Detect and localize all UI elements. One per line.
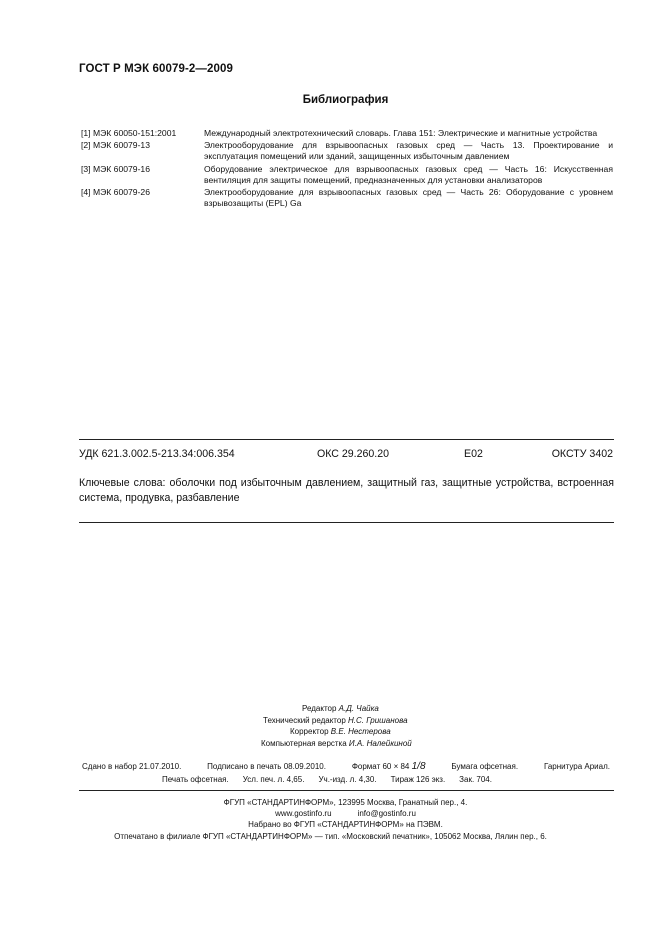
bibliography-text: Электрооборудование для взрывоопасных газовых сред — Часть 13. Проектирование и эксплуатация помещений или зданий, защищенных избыточным давлением bbox=[204, 140, 613, 162]
bibliography-ref: [4] МЭК 60079-26 bbox=[81, 187, 150, 198]
publisher-address: ФГУП «СТАНДАРТИНФОРМ», 123995 Москва, Гранатный пер., 4. bbox=[223, 798, 468, 807]
group-code: Е02 bbox=[464, 448, 483, 460]
bibliography-ref: [3] МЭК 60079-16 bbox=[81, 163, 150, 174]
bibliography-ref: [1] МЭК 60050-151:2001 bbox=[81, 128, 177, 138]
publication-row bbox=[82, 773, 610, 786]
bibliography-list bbox=[81, 128, 613, 210]
divider-top bbox=[79, 439, 614, 440]
format-fraction: 1/8 bbox=[411, 761, 426, 772]
credit-role: Компьютерная верстка bbox=[261, 738, 347, 748]
credits-block bbox=[0, 703, 661, 749]
credit-editor bbox=[302, 703, 661, 715]
website-link[interactable]: www.gostinfo.ru bbox=[275, 809, 332, 819]
credit-role: Редактор bbox=[302, 704, 337, 713]
typeface: Гарнитура Ариал. bbox=[543, 762, 610, 771]
credit-name: И.А. Налейкиной bbox=[348, 738, 412, 748]
bibliography-ref: [2] МЭК 60079-13 bbox=[81, 140, 150, 151]
credit-tech-editor bbox=[263, 715, 661, 727]
divider-middle bbox=[79, 522, 614, 523]
printed-note: Отпечатано в филиале ФГУП «СТАНДАРТИНФОРМ» — тип. «Московский печатник», 105062 Москва, Лялин пер., 6. bbox=[114, 831, 547, 841]
publication-info bbox=[82, 760, 610, 786]
classification-row bbox=[79, 448, 613, 462]
order-number: Зак. 704. bbox=[459, 775, 492, 784]
credit-role: Корректор bbox=[290, 727, 329, 736]
credit-name: А.Д. Чайка bbox=[338, 704, 379, 713]
typeset-note: Набрано во ФГУП «СТАНДАРТИНФОРМ» на ПЭВМ. bbox=[248, 820, 443, 830]
bibliography-text: Электрооборудование для взрывоопасных газовых сред — Часть 26: Оборудование с уровнем взрывозащиты (EPL) Ga bbox=[204, 187, 613, 209]
keywords: Ключевые слова: оболочки под избыточным давлением, защитный газ, защитные устройства, встроенная система, продувка, разбавление bbox=[79, 477, 614, 504]
contacts bbox=[30, 808, 661, 819]
typeset-date: Сдано в набор 21.07.2010. bbox=[82, 762, 182, 771]
okstu-code: ОКСТУ 3402 bbox=[551, 448, 613, 460]
print-type: Печать офсетная. bbox=[162, 775, 229, 784]
pub-sheets: Уч.-изд. л. 4,30. bbox=[318, 775, 377, 784]
standard-header: ГОСТ Р МЭК 60079-2—2009 bbox=[79, 63, 233, 75]
print-run: Тираж 126 экз. bbox=[390, 775, 446, 784]
bibliography-text: Оборудование электрическое для взрывоопасных газовых сред — Часть 16: Искусственная вентиляция для защиты помещений, предназначенных для установки анализаторов bbox=[204, 163, 613, 185]
bibliography-text: Международный электротехнический словарь. Глава 151: Электрические и магнитные устройства bbox=[204, 128, 598, 138]
bibliography-item bbox=[81, 187, 613, 209]
credit-role: Технический редактор bbox=[263, 715, 346, 725]
format: Формат 60 × 84 1/8 bbox=[351, 761, 426, 772]
credit-name: Н.С. Гришанова bbox=[348, 715, 408, 725]
bibliography-item bbox=[81, 128, 613, 139]
bibliography-title: Библиография bbox=[302, 94, 389, 106]
email-link[interactable]: info@gostinfo.ru bbox=[357, 809, 416, 819]
imprint-block bbox=[0, 797, 661, 842]
udk-code: УДК 621.3.002.5-213.34:006.354 bbox=[79, 448, 235, 460]
signed-date: Подписано в печать 08.09.2010. bbox=[207, 762, 326, 771]
paper-type: Бумага офсетная. bbox=[451, 762, 519, 771]
publication-row bbox=[82, 760, 610, 773]
print-sheets: Усл. печ. л. 4,65. bbox=[242, 775, 305, 784]
credit-layout bbox=[261, 738, 661, 750]
bibliography-item bbox=[81, 140, 613, 162]
divider-bottom bbox=[79, 790, 614, 791]
bibliography-item bbox=[81, 164, 613, 186]
credit-proofreader bbox=[290, 726, 661, 738]
oks-code: ОКС 29.260.20 bbox=[317, 448, 390, 460]
credit-name: В.Е. Нестерова bbox=[330, 727, 391, 736]
